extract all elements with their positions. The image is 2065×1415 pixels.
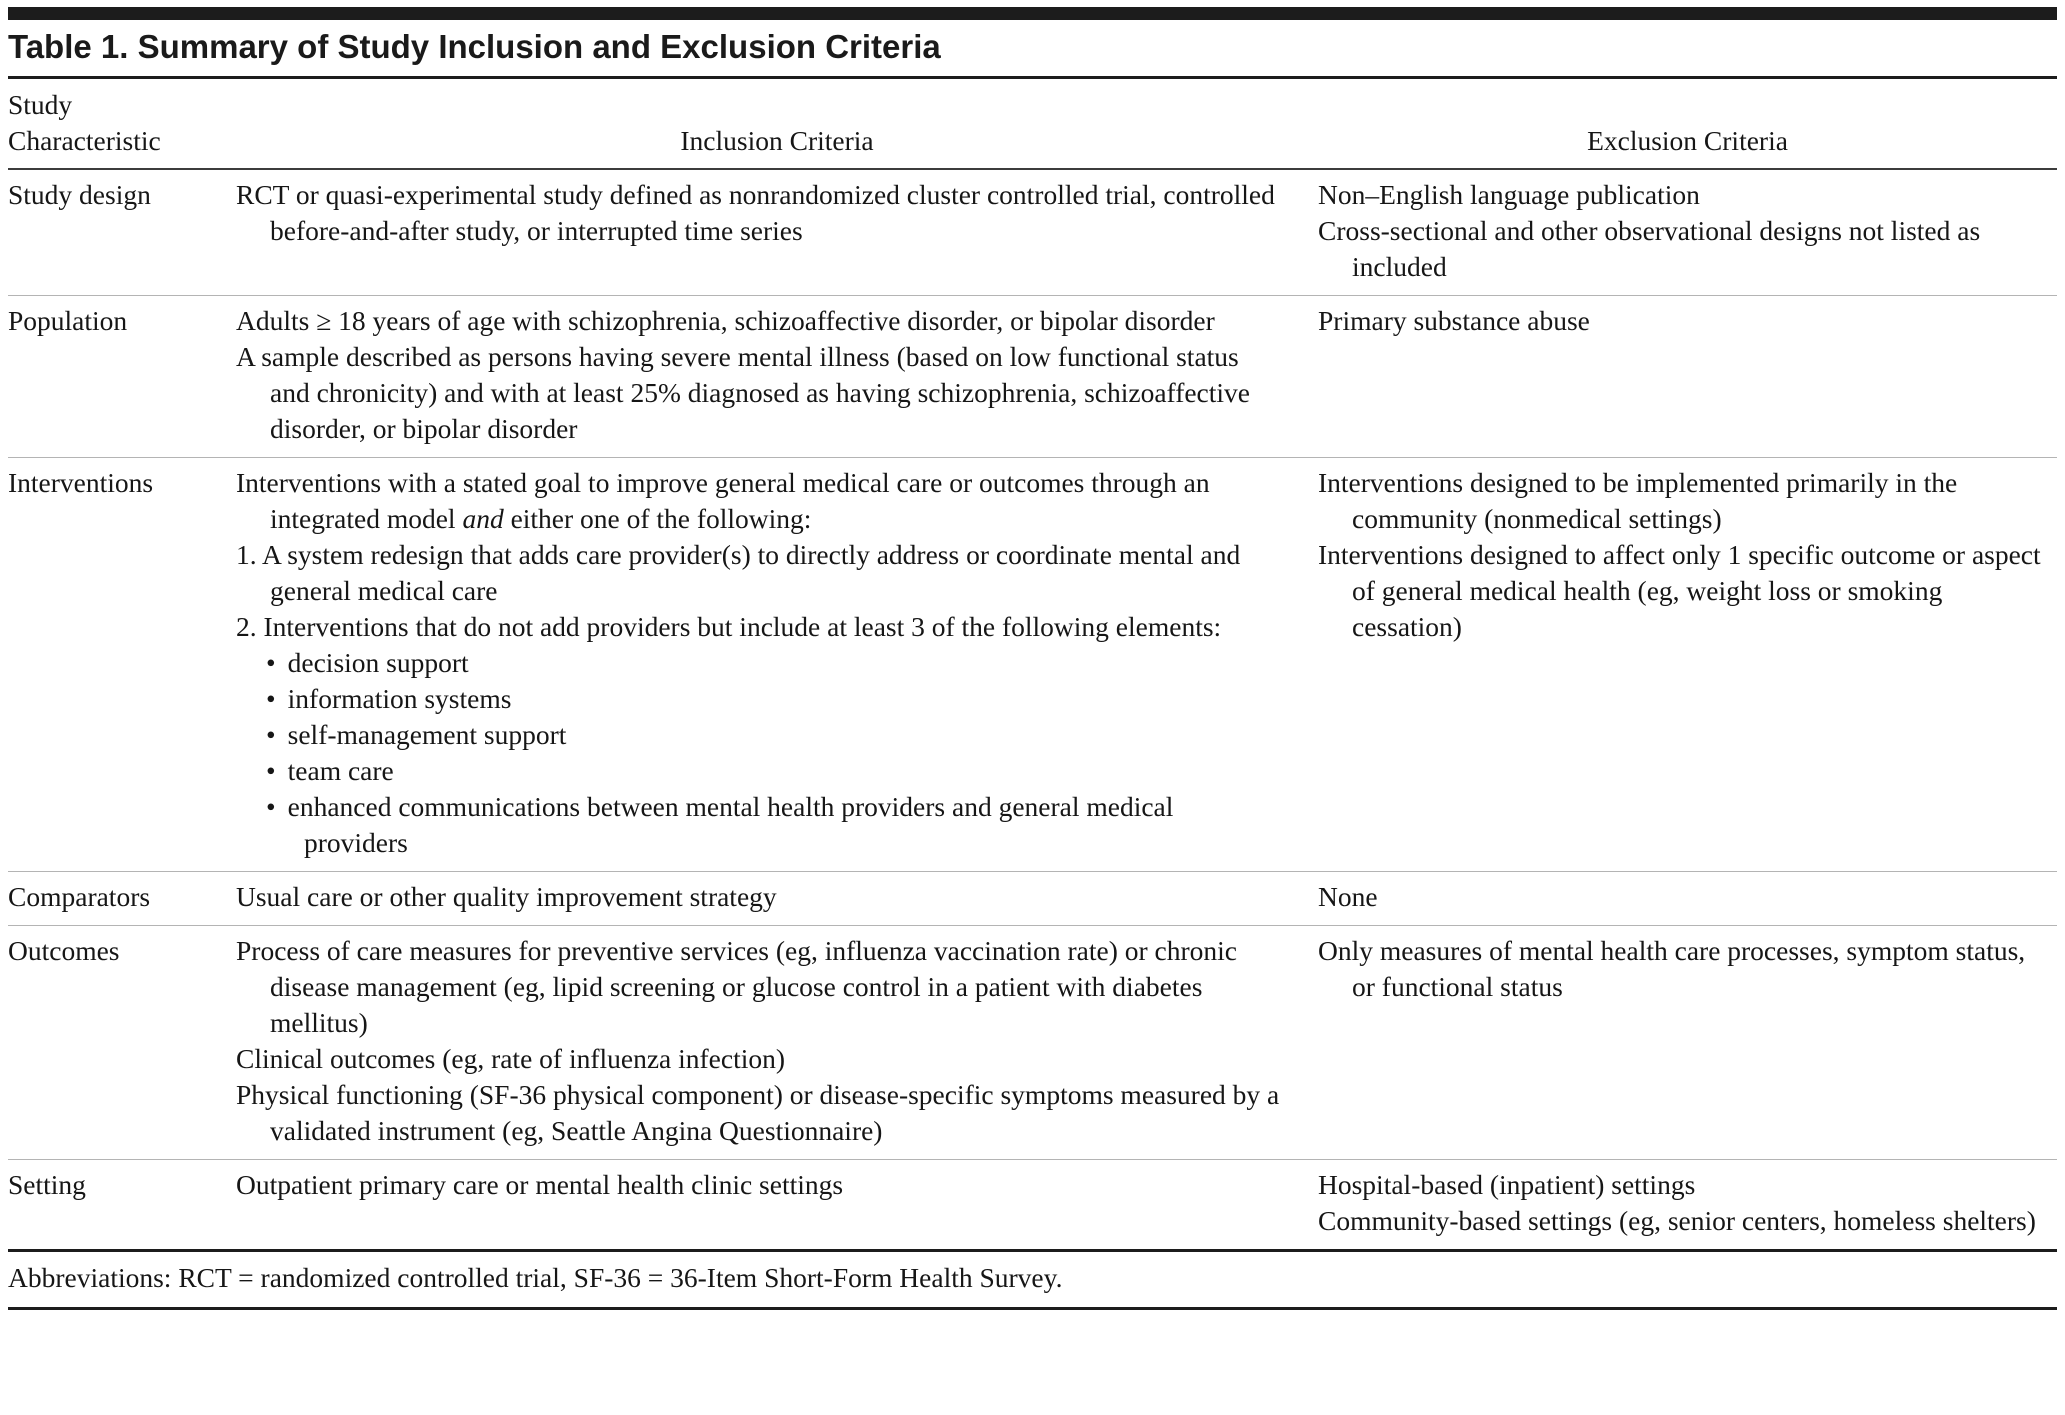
top-rule — [8, 7, 2057, 20]
text-segment: 2. Interventions that do not add providers but include at least 3 of the following elements: — [236, 611, 1222, 642]
inclusion-cell — [236, 933, 1318, 1149]
text-segment: self-management support — [287, 719, 567, 750]
characteristic-cell: Setting — [8, 1169, 86, 1200]
characteristic-cell: Study design — [8, 179, 151, 210]
header-exclusion-criteria: Exclusion Criteria — [1587, 125, 1788, 156]
table-header-row — [8, 79, 2057, 170]
text-segment: enhanced communications between mental health providers and general medical providers — [287, 791, 1174, 858]
table-body — [8, 170, 2057, 1249]
header-study-characteristic — [8, 87, 236, 159]
abbreviations-footnote: Abbreviations: RCT = randomized controlled trial, SF-36 = 36-Item Short-Form Health Survey. — [8, 1249, 2057, 1310]
cell-paragraph — [1318, 465, 2053, 537]
text-segment: Only measures of mental health care processes, symptom status, or functional status — [1318, 935, 2026, 1002]
text-segment: Non–English language publication — [1318, 179, 1700, 210]
header-study-characteristic-line2: Characteristic — [8, 125, 161, 156]
cell-paragraph — [236, 339, 1284, 447]
text-segment: 1. A system redesign that adds care provider(s) to directly address or coordinate mental and general medical care — [236, 539, 1241, 606]
bullet-icon: • — [266, 719, 276, 750]
header-study-characteristic-line1: Study — [8, 89, 73, 120]
text-segment: team care — [287, 755, 394, 786]
bullet-icon: • — [266, 755, 276, 786]
text-segment: Physical functioning (SF-36 physical component) or disease-specific symptoms measured by a validated instrument (eg, Seattle Angina Questionnaire) — [236, 1079, 1280, 1146]
cell-paragraph — [1318, 1203, 2053, 1239]
exclusion-cell — [1318, 879, 2057, 915]
text-segment: Primary substance abuse — [1318, 305, 1590, 336]
inclusion-cell — [236, 465, 1318, 861]
cell-paragraph — [236, 609, 1284, 645]
text-segment: Interventions designed to be implemented primarily in the community (nonmedical settings) — [1318, 467, 1958, 534]
cell-paragraph — [236, 1041, 1284, 1077]
cell-paragraph — [236, 465, 1284, 537]
cell-paragraph — [236, 1167, 1284, 1203]
inclusion-cell — [236, 177, 1318, 285]
cell-paragraph — [1318, 933, 2053, 1005]
text-segment: A sample described as persons having severe mental illness (based on low functional status and chronicity) and with at least 25% diagnosed as having schizophrenia, schizoaffective disorder, or bipolar disorder — [236, 341, 1250, 444]
inclusion-cell — [236, 879, 1318, 915]
table-row — [8, 296, 2057, 458]
text-segment: Community-based settings (eg, senior centers, homeless shelters) — [1318, 1205, 2036, 1236]
text-segment: Interventions designed to affect only 1 specific outcome or aspect of general medical health (eg, weight loss or smoking cessation) — [1318, 539, 2041, 642]
text-segment: None — [1318, 881, 1378, 912]
cell-paragraph — [236, 645, 1284, 681]
bullet-icon: • — [266, 791, 276, 822]
exclusion-cell — [1318, 933, 2057, 1149]
cell-paragraph — [236, 537, 1284, 609]
exclusion-cell — [1318, 1167, 2057, 1239]
text-segment: Adults ≥ 18 years of age with schizophrenia, schizoaffective disorder, or bipolar disorder — [236, 305, 1215, 336]
cell-paragraph — [236, 681, 1284, 717]
cell-paragraph — [236, 717, 1284, 753]
text-segment: Interventions with a stated goal to improve general medical care or outcomes through an integrated model — [236, 467, 1210, 534]
text-segment: RCT or quasi-experimental study defined as nonrandomized cluster controlled trial, controlled before-and-after study, or interrupted time series — [236, 179, 1275, 246]
table-row — [8, 872, 2057, 926]
text-segment: decision support — [287, 647, 469, 678]
text-segment: Process of care measures for preventive services (eg, influenza vaccination rate) or chronic disease management (eg, lipid screening or glucose control in a patient with diabetes mellitus) — [236, 935, 1237, 1038]
characteristic-cell: Outcomes — [8, 935, 120, 966]
table-title: Table 1. Summary of Study Inclusion and Exclusion Criteria — [8, 20, 2057, 79]
characteristic-cell: Population — [8, 305, 128, 336]
text-segment: Cross-sectional and other observational designs not listed as included — [1318, 215, 1981, 282]
table-row — [8, 170, 2057, 296]
cell-paragraph — [236, 933, 1284, 1041]
table-row — [8, 926, 2057, 1160]
text-segment: Outpatient primary care or mental health clinic settings — [236, 1169, 844, 1200]
exclusion-cell — [1318, 177, 2057, 285]
characteristic-cell: Comparators — [8, 881, 151, 912]
cell-paragraph — [1318, 177, 2053, 213]
table-row — [8, 458, 2057, 872]
cell-paragraph — [236, 879, 1284, 915]
cell-paragraph — [236, 303, 1284, 339]
inclusion-cell — [236, 303, 1318, 447]
table-row — [8, 1160, 2057, 1249]
cell-paragraph — [1318, 213, 2053, 285]
exclusion-cell — [1318, 465, 2057, 861]
header-inclusion-criteria: Inclusion Criteria — [680, 125, 874, 156]
cell-paragraph — [236, 753, 1284, 789]
cell-paragraph — [1318, 1167, 2053, 1203]
cell-paragraph — [1318, 879, 2053, 915]
bullet-icon: • — [266, 683, 276, 714]
text-segment: information systems — [287, 683, 512, 714]
characteristic-cell: Interventions — [8, 467, 154, 498]
italic-text-segment: and — [462, 503, 504, 534]
text-segment: Hospital-based (inpatient) settings — [1318, 1169, 1696, 1200]
text-segment: Usual care or other quality improvement strategy — [236, 881, 777, 912]
cell-paragraph — [236, 1077, 1284, 1149]
bullet-icon: • — [266, 647, 276, 678]
inclusion-cell — [236, 1167, 1318, 1239]
exclusion-cell — [1318, 303, 2057, 447]
cell-paragraph — [1318, 303, 2053, 339]
text-segment: either one of the following: — [503, 503, 812, 534]
cell-paragraph — [236, 177, 1284, 249]
cell-paragraph — [1318, 537, 2053, 645]
table-container — [0, 7, 2065, 1310]
text-segment: Clinical outcomes (eg, rate of influenza infection) — [236, 1043, 786, 1074]
cell-paragraph — [236, 789, 1284, 861]
